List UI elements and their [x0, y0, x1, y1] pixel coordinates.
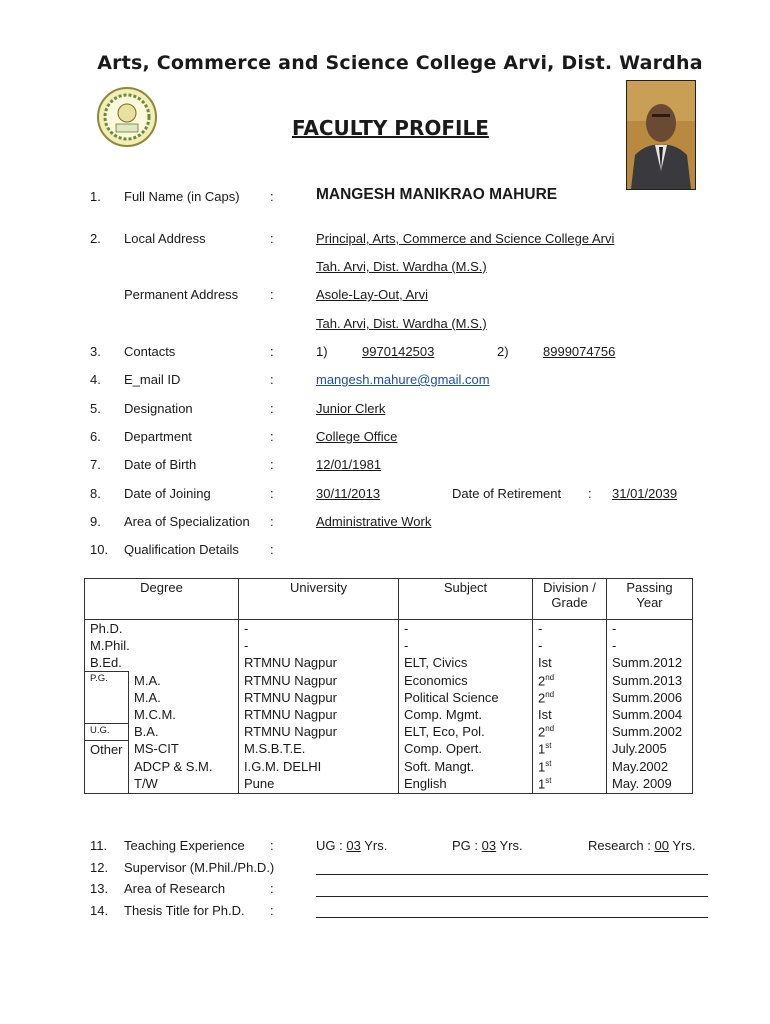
- specialization-label: Area of Specialization: [124, 514, 250, 529]
- table-row: [85, 672, 693, 689]
- header-passing-year: Passing Year: [607, 579, 693, 620]
- degree-group-cell: P.G.: [85, 672, 129, 689]
- colon: :: [270, 542, 274, 557]
- item-number: 8.: [90, 486, 101, 501]
- subject-cell: Economics: [399, 672, 533, 689]
- dob-label: Date of Birth: [124, 457, 197, 472]
- division-suffix: nd: [545, 689, 555, 699]
- university-cell: M.S.B.T.E.: [239, 740, 399, 758]
- division-suffix: st: [545, 741, 552, 751]
- passing-year-cell: July.2005: [607, 740, 693, 758]
- item-number: 12.: [90, 860, 109, 875]
- page-title: FACULTY PROFILE: [292, 116, 489, 140]
- degree-group-cell: [85, 775, 129, 793]
- permanent-address-line1: Asole-Lay-Out, Arvi: [316, 287, 428, 302]
- item-number: 6.: [90, 429, 101, 444]
- doj-value: 30/11/2013: [316, 486, 381, 501]
- table-row: [85, 706, 693, 723]
- designation-label: Designation: [124, 401, 193, 416]
- contact-index-2: 2): [497, 344, 509, 359]
- department-value: College Office: [316, 429, 398, 444]
- thesis-title-label: Thesis Title for Ph.D.: [124, 903, 245, 918]
- passing-year-cell: Summ.2004: [607, 706, 693, 723]
- retirement-value: 31/01/2039: [612, 486, 678, 501]
- division-cell: [533, 672, 607, 689]
- contact-index-1: 1): [316, 344, 328, 359]
- colon: :: [270, 231, 274, 246]
- phone-1: 9970142503: [362, 344, 435, 359]
- passing-year-cell: -: [607, 637, 693, 654]
- research-area-label: Area of Research: [124, 881, 226, 896]
- ug-value: 03: [346, 838, 361, 853]
- qualification-table: [84, 578, 693, 794]
- doj-label: Date of Joining: [124, 486, 211, 501]
- degree-cell: T/W: [129, 775, 239, 793]
- degree-group-cell: [85, 706, 129, 723]
- division-cell: [533, 706, 607, 723]
- colon: :: [270, 457, 274, 472]
- header-subject: Subject: [399, 579, 533, 620]
- permanent-address-line2: Tah. Arvi, Dist. Wardha (M.S.): [316, 316, 487, 331]
- table-row: [85, 689, 693, 706]
- subject-cell: ELT, Eco, Pol.: [399, 723, 533, 740]
- university-cell: RTMNU Nagpur: [239, 706, 399, 723]
- subject-cell: -: [399, 620, 533, 638]
- pg-value: 03: [481, 838, 497, 853]
- subject-cell: -: [399, 637, 533, 654]
- teaching-experience-label: Teaching Experience: [124, 838, 245, 853]
- university-cell: RTMNU Nagpur: [239, 654, 399, 672]
- table-row: [85, 723, 693, 740]
- university-cell: RTMNU Nagpur: [239, 723, 399, 740]
- colon: :: [270, 486, 274, 501]
- degree-cell: Ph.D.: [85, 620, 239, 638]
- research-unit: Yrs.: [668, 838, 696, 853]
- university-cell: I.G.M. DELHI: [239, 758, 399, 775]
- subject-cell: ELT, Civics: [399, 654, 533, 672]
- subject-cell: Soft. Mangt.: [399, 758, 533, 775]
- pg-experience: [452, 838, 523, 853]
- research-experience: [588, 838, 695, 853]
- profile-photo: [626, 80, 696, 190]
- table-row: [85, 758, 693, 775]
- ug-unit: Yrs.: [360, 838, 388, 853]
- item-number: 10.: [90, 542, 109, 557]
- division-value: 2: [538, 672, 546, 688]
- university-cell: RTMNU Nagpur: [239, 672, 399, 689]
- degree-cell: B.A.: [129, 723, 239, 740]
- university-cell: Pune: [239, 775, 399, 793]
- passing-year-cell: May.2002: [607, 758, 693, 775]
- table-row: [85, 775, 693, 793]
- item-number: 4.: [90, 372, 101, 387]
- thesis-blank-line: [316, 917, 708, 918]
- degree-cell: B.Ed.: [85, 654, 239, 672]
- colon: :: [270, 372, 274, 387]
- header-division: Division / Grade: [533, 579, 607, 620]
- permanent-address-label: Permanent Address: [124, 287, 239, 302]
- college-logo: [96, 86, 158, 148]
- item-number: 7.: [90, 457, 101, 472]
- division-cell: [533, 654, 607, 672]
- table-row: [85, 654, 693, 672]
- division-suffix: nd: [545, 672, 555, 682]
- retirement-label: Date of Retirement: [452, 486, 562, 501]
- header-degree: Degree: [85, 579, 239, 620]
- department-label: Department: [124, 429, 192, 444]
- colon: :: [270, 401, 274, 416]
- division-cell: [533, 758, 607, 775]
- colon: :: [270, 344, 274, 359]
- subject-cell: English: [399, 775, 533, 793]
- degree-group-cell: Other: [85, 740, 129, 758]
- table-row: [85, 740, 693, 758]
- division-cell: [533, 775, 607, 793]
- colon: :: [270, 881, 274, 896]
- ug-experience: [316, 838, 387, 853]
- university-cell: -: [239, 637, 399, 654]
- division-value: -: [538, 638, 543, 653]
- pg-label: PG :: [452, 838, 482, 853]
- full-name-value: MANGESH MANIKRAO MAHURE: [316, 186, 558, 203]
- division-value: Ist: [538, 655, 552, 670]
- colon: :: [270, 429, 274, 444]
- university-cell: RTMNU Nagpur: [239, 689, 399, 706]
- division-value: -: [538, 621, 543, 636]
- local-address-label: Local Address: [124, 231, 206, 246]
- colon: :: [270, 514, 274, 529]
- full-name-label: Full Name (in Caps): [124, 189, 240, 204]
- degree-cell: M.A.: [129, 689, 239, 706]
- subject-cell: Comp. Mgmt.: [399, 706, 533, 723]
- colon: :: [270, 903, 274, 918]
- division-suffix: st: [545, 776, 552, 786]
- division-cell: [533, 637, 607, 654]
- passing-year-cell: Summ.2012: [607, 654, 693, 672]
- degree-group-cell: [85, 758, 129, 775]
- table-header-row: [85, 579, 693, 620]
- contacts-label: Contacts: [124, 344, 176, 359]
- item-number: 13.: [90, 881, 109, 896]
- passing-year-cell: Summ.2002: [607, 723, 693, 740]
- degree-group-cell: U.G.: [85, 723, 129, 740]
- division-cell: [533, 620, 607, 638]
- division-suffix: st: [545, 758, 552, 768]
- division-cell: [533, 740, 607, 758]
- division-value: 1: [538, 759, 546, 775]
- subject-cell: Political Science: [399, 689, 533, 706]
- supervisor-label: Supervisor (M.Phil./Ph.D.): [124, 860, 275, 875]
- college-name: Arts, Commerce and Science College Arvi, Dist. Wardha: [97, 52, 703, 74]
- dob-value: 12/01/1981: [316, 457, 382, 472]
- supervisor-blank-line: [316, 874, 708, 875]
- local-address-line1: Principal, Arts, Commerce and Science College Arvi: [316, 231, 615, 246]
- header-university: University: [239, 579, 399, 620]
- specialization-value: Administrative Work: [316, 514, 432, 529]
- colon: :: [270, 838, 274, 853]
- subject-cell: Comp. Opert.: [399, 740, 533, 758]
- division-cell: [533, 723, 607, 740]
- research-value: 00: [654, 838, 669, 853]
- division-suffix: nd: [545, 724, 555, 734]
- degree-cell: MS-CIT: [129, 740, 239, 758]
- degree-group-cell: [85, 689, 129, 706]
- local-address-line2: Tah. Arvi, Dist. Wardha (M.S.): [316, 259, 487, 274]
- passing-year-cell: Summ.2013: [607, 672, 693, 689]
- colon: :: [270, 287, 274, 302]
- pg-unit: Yrs.: [496, 838, 523, 853]
- item-number: 2.: [90, 231, 101, 246]
- research-area-blank-line: [316, 896, 708, 897]
- table-row: [85, 637, 693, 654]
- division-value: 2: [538, 724, 546, 740]
- passing-year-cell: -: [607, 620, 693, 638]
- degree-cell: M.C.M.: [129, 706, 239, 723]
- colon: :: [588, 486, 592, 501]
- item-number: 14.: [90, 903, 109, 918]
- university-cell: -: [239, 620, 399, 638]
- qualification-label: Qualification Details: [124, 542, 239, 557]
- degree-cell: M.A.: [129, 672, 239, 689]
- phone-2: 8999074756: [543, 344, 616, 359]
- passing-year-cell: May. 2009: [607, 775, 693, 793]
- research-label: Research :: [588, 838, 655, 853]
- degree-cell: ADCP & S.M.: [129, 758, 239, 775]
- item-number: 5.: [90, 401, 101, 416]
- division-value: 1: [538, 776, 546, 792]
- division-cell: [533, 689, 607, 706]
- item-number: 3.: [90, 344, 101, 359]
- email-label: E_mail ID: [124, 372, 181, 387]
- division-value: 2: [538, 690, 546, 706]
- passing-year-cell: Summ.2006: [607, 689, 693, 706]
- designation-value: Junior Clerk: [316, 401, 386, 416]
- item-number: 9.: [90, 514, 101, 529]
- item-number: 1.: [90, 189, 101, 204]
- division-value: Ist: [538, 707, 552, 723]
- email-link[interactable]: mangesh.mahure@gmail.com: [316, 372, 490, 387]
- division-value: 1: [538, 741, 546, 757]
- table-row: [85, 620, 693, 638]
- colon: :: [270, 189, 274, 204]
- ug-label: UG :: [316, 838, 347, 853]
- degree-cell: M.Phil.: [85, 637, 239, 654]
- item-number: 11.: [90, 838, 108, 853]
